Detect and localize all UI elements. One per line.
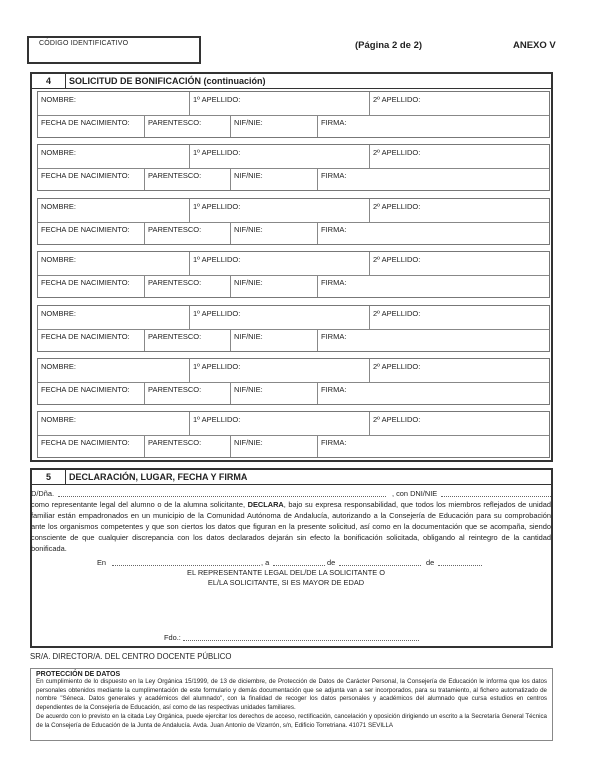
signature-field-line[interactable] (183, 640, 419, 641)
nombre-field[interactable] (38, 306, 189, 329)
nif-field[interactable] (230, 222, 317, 244)
parentesco-label: PARENTESCO: (148, 118, 202, 127)
apellido2-field[interactable] (369, 199, 551, 222)
apellido2-label: 2º APELLIDO: (373, 95, 421, 104)
apellido1-field[interactable] (189, 306, 369, 329)
signer-line-2: EL/LA SOLICITANTE, SI ES MAYOR DE EDAD (207, 578, 365, 587)
fecha-nacimiento-field[interactable] (38, 329, 144, 351)
firma-label: FIRMA: (321, 332, 347, 341)
section-4-bonus-request (30, 72, 553, 462)
fecha-nacimiento-field[interactable] (38, 382, 144, 404)
day-field-line[interactable] (273, 565, 325, 566)
parentesco-field[interactable] (144, 275, 230, 297)
firma-label: FIRMA: (321, 225, 347, 234)
dni-label: , con DNI/NIE (392, 489, 438, 498)
fecha-nacimiento-field[interactable] (38, 115, 144, 137)
fecha-nacimiento-label: FECHA DE NACIMIENTO: (41, 332, 130, 341)
firma-label: FIRMA: (321, 278, 347, 287)
nif-label: NIF/NIE: (234, 278, 263, 287)
parentesco-label: PARENTESCO: (148, 438, 202, 447)
firma-label: FIRMA: (321, 385, 347, 394)
firma-label: FIRMA: (321, 171, 347, 180)
annex-label: ANEXO V (513, 40, 556, 51)
month-label: de (327, 558, 336, 567)
nombre-label: NOMBRE: (41, 309, 77, 318)
apellido1-label: 1º APELLIDO: (193, 148, 241, 157)
page-indicator: (Página 2 de 2) (355, 40, 423, 51)
nombre-field[interactable] (38, 359, 189, 382)
apellido1-field[interactable] (189, 199, 369, 222)
family-member-block (37, 251, 550, 298)
firma-field[interactable] (317, 115, 551, 137)
parentesco-field[interactable] (144, 115, 230, 137)
apellido2-label: 2º APELLIDO: (373, 415, 421, 424)
nombre-label: NOMBRE: (41, 148, 77, 157)
section-4-number: 4 (32, 74, 66, 88)
declaration-text: como representante legal del alumno o de la alumna solicitante, DECLARA, bajo su expresa responsabilidad, que todos los miembros reflejados de unidad familiar están empadronados en un municipio de la Comunidad Autónoma de Andalucía, autorizando a la Consejería de Educación para su comprobación ante los organismos competentes y que son ciertos los datos que figuran en la presente solicitud, así como en la documentación que se acompaña, siendo consciente de que cualquier discrepancia con los datos declarados dejarán sin efecto la bonificación solicitada, obligando al reintegro de la cantidad bonificada. (31, 500, 552, 553)
section-4-title: SOLICITUD DE BONIFICACIÓN (continuación) (69, 76, 266, 86)
family-member-block (37, 198, 550, 245)
apellido1-field[interactable] (189, 252, 369, 275)
apellido2-label: 2º APELLIDO: (373, 148, 421, 157)
data-protection-box (30, 668, 553, 741)
nif-field[interactable] (230, 329, 317, 351)
family-member-block (37, 305, 550, 352)
nombre-label: NOMBRE: (41, 362, 77, 371)
nombre-label: NOMBRE: (41, 202, 77, 211)
apellido2-field[interactable] (369, 306, 551, 329)
parentesco-label: PARENTESCO: (148, 278, 202, 287)
fecha-nacimiento-label: FECHA DE NACIMIENTO: (41, 385, 130, 394)
nif-label: NIF/NIE: (234, 438, 263, 447)
nif-field[interactable] (230, 168, 317, 190)
family-member-block (37, 358, 550, 405)
parentesco-label: PARENTESCO: (148, 225, 202, 234)
apellido2-field[interactable] (369, 252, 551, 275)
signer-line-1: EL REPRESENTANTE LEGAL DEL/DE LA SOLICITANTE O (187, 568, 385, 577)
identification-code-box[interactable] (27, 36, 201, 64)
data-protection-title: PROTECCIÓN DE DATOS (36, 671, 121, 678)
apellido2-label: 2º APELLIDO: (373, 255, 421, 264)
year-label: de (426, 558, 435, 567)
fecha-nacimiento-label: FECHA DE NACIMIENTO: (41, 278, 130, 287)
nif-field[interactable] (230, 115, 317, 137)
fecha-nacimiento-field[interactable] (38, 168, 144, 190)
section-4-header (32, 74, 551, 89)
nombre-field[interactable] (38, 199, 189, 222)
nif-label: NIF/NIE: (234, 332, 263, 341)
data-protection-paragraph-1: En cumplimiento de lo dispuesto en la Ley Orgánica 15/1999, de 13 de diciembre, de Protección de Datos de Carácter Personal, la Consejería de Educación le informa que los datos personales obtenidos mediante la cumplimentación de este formulario y demás documentación que se adjunta van a ser incorporados, para su tratamiento, al fichero automatizado de nombre "Séneca. Datos generales y académicos del alumnado", con la finalidad de recoger los datos personales y académicos del alumnado que cursa estudios en centros dependientes de la Consejería de Educación, así como de las respectivas unidades familiares. (36, 678, 547, 712)
apellido2-label: 2º APELLIDO: (373, 309, 421, 318)
firma-field[interactable] (317, 435, 551, 457)
fecha-nacimiento-label: FECHA DE NACIMIENTO: (41, 438, 130, 447)
nif-label: NIF/NIE: (234, 385, 263, 394)
year-field-line[interactable] (438, 565, 482, 566)
fecha-nacimiento-field[interactable] (38, 222, 144, 244)
apellido2-label: 2º APELLIDO: (373, 362, 421, 371)
firma-label: FIRMA: (321, 118, 347, 127)
apellido1-label: 1º APELLIDO: (193, 95, 241, 104)
place-field-line[interactable] (112, 565, 260, 566)
month-field-line[interactable] (339, 565, 421, 566)
parentesco-field[interactable] (144, 222, 230, 244)
apellido1-field[interactable] (189, 412, 369, 435)
dni-field-line[interactable] (441, 496, 551, 497)
firma-field[interactable] (317, 275, 551, 297)
parentesco-field[interactable] (144, 382, 230, 404)
addressee: SR/A. DIRECTOR/A. DEL CENTRO DOCENTE PÚBLICO (30, 652, 232, 661)
nif-field[interactable] (230, 382, 317, 404)
apellido2-field[interactable] (369, 92, 551, 115)
nombre-label: NOMBRE: (41, 255, 77, 264)
fecha-nacimiento-field[interactable] (38, 435, 144, 457)
family-member-block (37, 144, 550, 191)
section-5-number: 5 (32, 470, 66, 484)
place-label: En (97, 558, 107, 567)
name-field-line[interactable] (58, 496, 386, 497)
parentesco-field[interactable] (144, 435, 230, 457)
fecha-nacimiento-label: FECHA DE NACIMIENTO: (41, 171, 130, 180)
nif-field[interactable] (230, 275, 317, 297)
nif-label: NIF/NIE: (234, 225, 263, 234)
fecha-nacimiento-label: FECHA DE NACIMIENTO: (41, 225, 130, 234)
apellido2-field[interactable] (369, 412, 551, 435)
apellido1-field[interactable] (189, 359, 369, 382)
apellido1-label: 1º APELLIDO: (193, 415, 241, 424)
apellido1-field[interactable] (189, 145, 369, 168)
apellido1-field[interactable] (189, 92, 369, 115)
apellido1-label: 1º APELLIDO: (193, 255, 241, 264)
apellido1-label: 1º APELLIDO: (193, 202, 241, 211)
fecha-nacimiento-field[interactable] (38, 275, 144, 297)
day-label: , a (261, 558, 270, 567)
nombre-field[interactable] (38, 145, 189, 168)
firma-field[interactable] (317, 168, 551, 190)
apellido2-label: 2º APELLIDO: (373, 202, 421, 211)
firma-field[interactable] (317, 222, 551, 244)
family-member-block (37, 411, 550, 458)
parentesco-field[interactable] (144, 168, 230, 190)
nif-field[interactable] (230, 435, 317, 457)
section-5-header (32, 470, 551, 485)
section-5-title: DECLARACIÓN, LUGAR, FECHA Y FIRMA (69, 472, 248, 482)
nombre-field[interactable] (38, 412, 189, 435)
parentesco-label: PARENTESCO: (148, 332, 202, 341)
section-5-declaration (30, 468, 553, 648)
nombre-field[interactable] (38, 92, 189, 115)
nombre-label: NOMBRE: (41, 95, 77, 104)
data-protection-paragraph-2: De acuerdo con lo previsto en la citada Ley Orgánica, puede ejercitar los derechos de acceso, rectificación, cancelación y oposición dirigiendo un escrito a la Secretaría General Técnica de la Consejería de Educación de la Junta de Andalucía. Avda. Juan Antonio de Vizarrón, s/n, Edificio Torretriana. 41071 SEVILLA (36, 712, 547, 729)
family-member-block (37, 91, 550, 138)
firma-field[interactable] (317, 329, 551, 351)
nombre-field[interactable] (38, 252, 189, 275)
identification-code-label: CÓDIGO IDENTIFICATIVO (39, 40, 129, 47)
fecha-nacimiento-label: FECHA DE NACIMIENTO: (41, 118, 130, 127)
signature-label: Fdo.: (164, 633, 181, 642)
parentesco-label: PARENTESCO: (148, 385, 202, 394)
nif-label: NIF/NIE: (234, 171, 263, 180)
parentesco-field[interactable] (144, 329, 230, 351)
apellido2-field[interactable] (369, 145, 551, 168)
d-dna-label: D/Dña. (31, 489, 55, 498)
firma-label: FIRMA: (321, 438, 347, 447)
apellido1-label: 1º APELLIDO: (193, 309, 241, 318)
firma-field[interactable] (317, 382, 551, 404)
nombre-label: NOMBRE: (41, 415, 77, 424)
apellido1-label: 1º APELLIDO: (193, 362, 241, 371)
parentesco-label: PARENTESCO: (148, 171, 202, 180)
nif-label: NIF/NIE: (234, 118, 263, 127)
apellido2-field[interactable] (369, 359, 551, 382)
